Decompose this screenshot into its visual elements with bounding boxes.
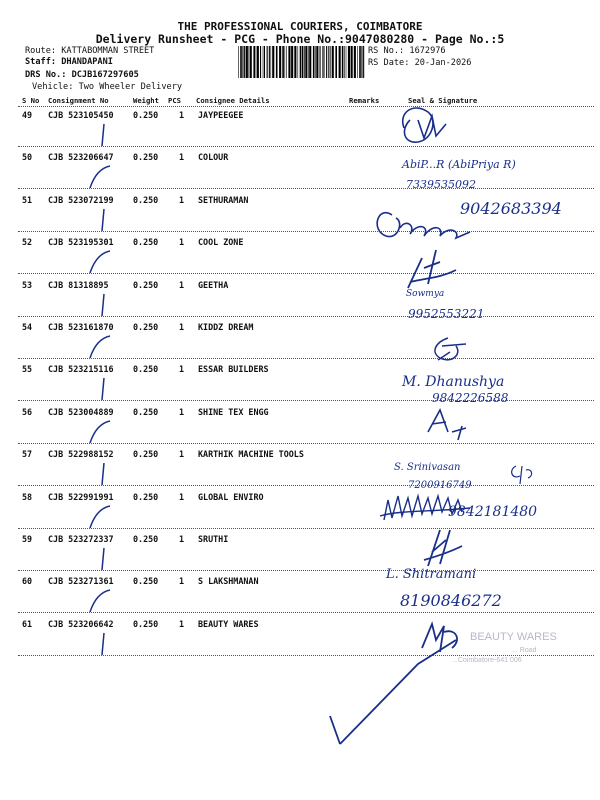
row-consignee: S LAKSHMANAN [198,576,259,587]
tick-mark-icon [84,290,124,320]
row-pcs: 1 [179,364,185,375]
tick-mark-icon [84,120,124,150]
row-consignment-no: CJB 81318895 [48,279,109,290]
row-sno: 56 [22,406,33,417]
col-consignment: Consignment No [48,96,109,105]
tick-mark-icon [84,332,124,362]
row-consignment-no: CJB 523105450 [48,110,114,120]
row-sno: 52 [22,237,33,248]
row-consignee: GLOBAL ENVIRO [198,491,264,502]
row-weight: 0.250 [133,364,159,375]
signature-row-58-name: S. Srinivasan [394,462,461,473]
row-sno: 61 [22,618,33,629]
row-pcs: 1 [179,194,185,205]
row-consignment-no: CJB 523271361 [48,576,114,587]
signature-row-51 [377,213,470,238]
row-pcs: 1 [179,449,185,460]
stamp-line-2: ... Road [512,647,537,654]
row-weight: 0.250 [133,449,159,460]
signature-row-61-name: L. Shitramani [386,567,477,582]
row-weight: 0.250 [133,152,159,163]
row-consignee: ESSAR BUILDERS [198,364,269,375]
row-sno: 55 [22,364,33,375]
row-weight: 0.250 [133,618,159,629]
row-weight: 0.250 [133,110,159,120]
tick-mark-icon [84,205,124,235]
row-pcs: 1 [179,491,185,502]
row-consignee: COOL ZONE [198,237,244,248]
row-consignment-no: CJB 523272337 [48,534,114,544]
row-consignment-no: CJB 522991991 [48,491,114,502]
row-consignment-no: CJB 523072199 [48,194,114,205]
company-title: THE PROFESSIONAL COURIERS, COIMBATORE [177,20,423,33]
row-pcs: 1 [179,110,185,120]
row-sno: 58 [22,491,33,502]
row-consignment-no: CJB 523195301 [48,237,114,248]
row-consignee: KIDDZ DREAM [198,322,254,332]
barcode-image [238,46,366,78]
signature-row-56-phone: 9842226588 [432,391,509,405]
row-weight: 0.250 [133,322,159,332]
row-pcs: 1 [179,618,185,629]
col-remarks: Remarks [349,96,380,105]
signature-row-61-phone: 8190846272 [400,591,502,610]
row-sno: 60 [22,576,33,587]
row-weight: 0.250 [133,534,159,544]
row-pcs: 1 [179,534,185,544]
signature-row-50-phone: 7339535092 [406,178,476,191]
tick-mark-icon [84,502,124,532]
signature-row-56-name: M. Dhanushya [402,374,505,390]
stamp-line-3: ...Coimbatore-641 006 [452,657,522,664]
row-consignee: SHINE TEX ENGG [198,406,269,417]
runsheet-subtitle: Delivery Runsheet - PCG - Phone No.:9047080280 - Page No.:5 [95,32,505,46]
tick-mark-icon [84,247,124,277]
row-consignee: JAYPEEGEE [198,110,244,120]
row-consignment-no: CJB 522988152 [48,449,114,460]
row-consignee: BEAUTY WARES [198,618,259,629]
vehicle-label: Vehicle: Two Wheeler Delivery [32,82,183,92]
rs-number: RS No.: 1672976 [368,46,446,56]
signature-row-54-name: Sowmya [406,289,445,299]
row-sno: 53 [22,279,33,290]
row-weight: 0.250 [133,491,159,502]
tick-mark-icon [84,459,124,489]
signature-row-59-phone: 9842181480 [448,504,538,520]
signature-row-61 [330,624,457,744]
row-sno: 51 [22,194,33,205]
row-consignment-no: CJB 523206642 [48,618,114,629]
row-weight: 0.250 [133,279,159,290]
row-pcs: 1 [179,322,185,332]
row-consignment-no: CJB 523215116 [48,364,114,375]
rs-date: RS Date: 20-Jan-2026 [368,58,472,68]
row-pcs: 1 [179,279,185,290]
tick-mark-icon [84,544,124,574]
row-consignee: GEETHA [198,279,229,290]
signature-row-54-phone: 9952553221 [408,307,485,321]
tick-mark-icon [84,586,124,616]
row-consignee: SETHURAMAN [198,194,249,205]
row-sno: 49 [22,110,33,120]
row-sno: 50 [22,152,33,163]
row-weight: 0.250 [133,194,159,205]
row-pcs: 1 [179,576,185,587]
row-weight: 0.250 [133,237,159,248]
row-weight: 0.250 [133,576,159,587]
col-weight: Weight [133,96,159,105]
signature-row-50-name: AbiP...R (AbiPriya R) [402,158,516,171]
col-sno: S No [22,96,40,105]
stamp-line-1: BEAUTY WARES [470,631,557,643]
row-consignee: KARTHIK MACHINE TOOLS [198,449,304,460]
row-pcs: 1 [179,406,185,417]
row-weight: 0.250 [133,406,159,417]
row-sno: 57 [22,449,33,460]
staff-label: Staff: DHANDAPANI [25,57,113,67]
row-consignment-no: CJB 523161870 [48,322,114,332]
tick-mark-icon [84,629,124,659]
col-pcs: PCS [168,96,181,105]
row-consignee: SRUTHI [198,534,229,544]
tick-mark-icon [84,374,124,404]
row-sno: 59 [22,534,33,544]
tick-mark-icon [84,162,124,192]
signature-row-58-phone: 7200916749 [408,480,472,491]
route-label: Route: KATTABOMMAN STREET [25,46,155,56]
row-consignment-no: CJB 523206647 [48,152,114,163]
row-consignee: COLOUR [198,152,229,163]
row-sno: 54 [22,322,33,332]
drs-number: DRS No.: DCJB167297605 [25,70,139,80]
row-consignment-no: CJB 523004889 [48,406,114,417]
signature-row-52-phone: 9042683394 [460,199,562,218]
tick-mark-icon [84,417,124,447]
header-rule [18,106,594,107]
col-consignee: Consignee Details [196,96,270,105]
row-pcs: 1 [179,237,185,248]
col-seal: Seal & Signature [408,96,478,105]
row-pcs: 1 [179,152,185,163]
